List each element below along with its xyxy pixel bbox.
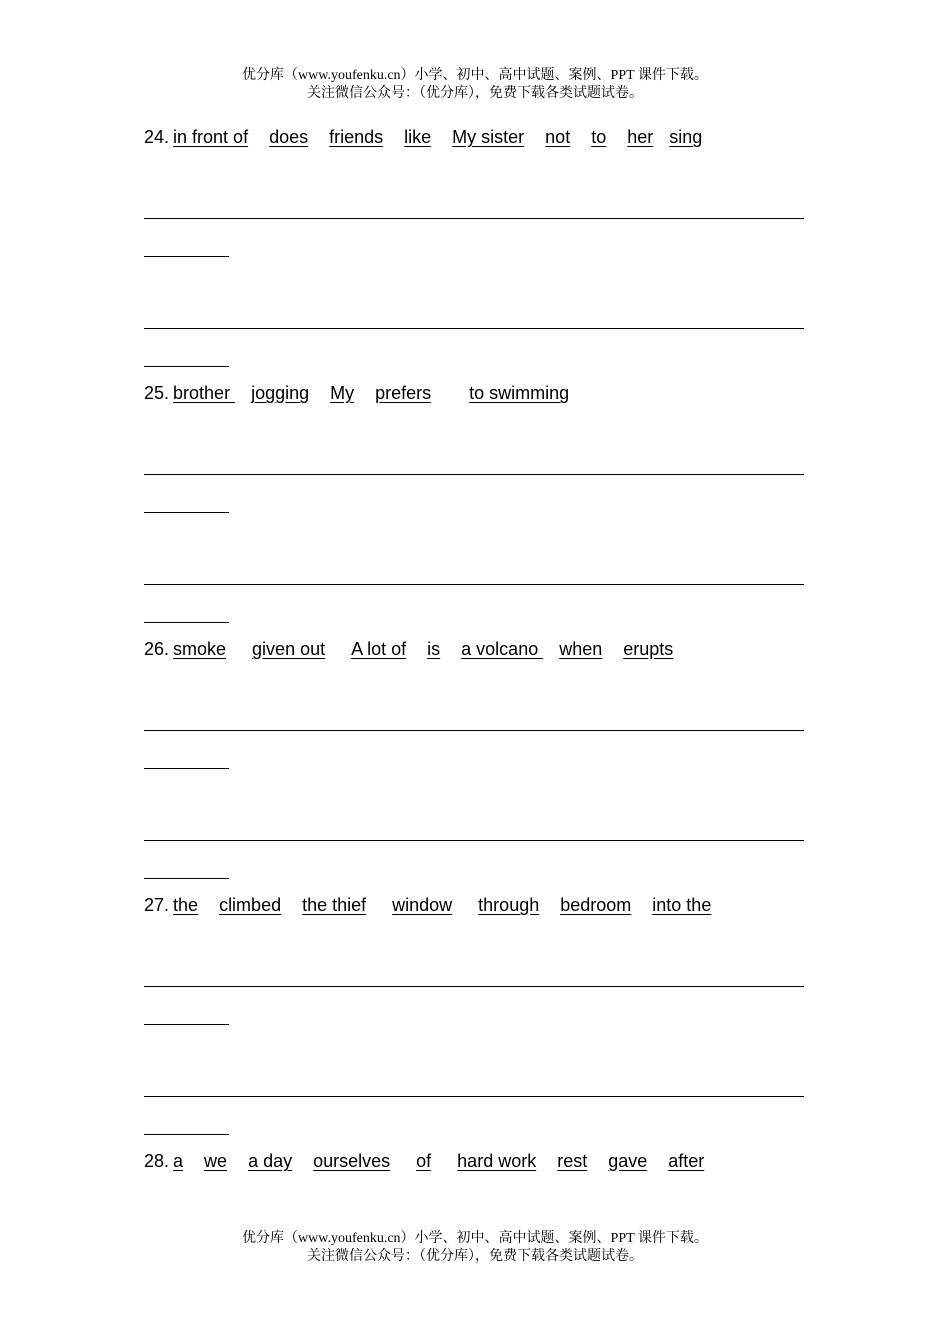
word-chip: into the — [652, 895, 712, 915]
word-chip: the thief — [302, 895, 367, 915]
answer-line — [144, 840, 804, 841]
word-chip: friends — [329, 127, 384, 147]
answer-line — [144, 986, 804, 987]
question-26 — [144, 638, 673, 660]
answer-line — [144, 1096, 804, 1097]
word-chip: smoke — [173, 639, 227, 659]
word-chip: after — [668, 1151, 705, 1171]
word-chip: hard work — [457, 1151, 537, 1171]
page-header — [0, 67, 950, 103]
answer-line-continuation — [144, 768, 229, 769]
word-chip: like — [404, 127, 432, 147]
word-chip: bedroom — [560, 895, 632, 915]
word-chip: ourselves — [313, 1151, 391, 1171]
footer-line-1: 优分库（www.youfenku.cn）小学、初中、高中试题、案例、PPT 课件下载。 — [242, 1231, 708, 1246]
header-line-1: 优分库（www.youfenku.cn）小学、初中、高中试题、案例、PPT 课件下载。 — [242, 68, 708, 83]
answer-line-continuation — [144, 256, 229, 257]
word-chip: a — [173, 1151, 184, 1171]
question-number: 28. — [144, 1151, 170, 1171]
answer-line — [144, 328, 804, 329]
question-24 — [144, 126, 702, 148]
page-footer — [0, 1230, 950, 1266]
word-chip: A lot of — [351, 639, 407, 659]
word-chip: we — [204, 1151, 228, 1171]
word-chip: erupts — [623, 639, 674, 659]
answer-line-continuation — [144, 512, 229, 513]
word-chip: sing — [669, 127, 703, 147]
word-chip: when — [559, 639, 603, 659]
word-chip: does — [269, 127, 309, 147]
word-chip: rest — [557, 1151, 588, 1171]
word-chip: the — [173, 895, 199, 915]
question-number: 27. — [144, 895, 170, 915]
answer-line-continuation — [144, 1024, 229, 1025]
question-number: 24. — [144, 127, 170, 147]
header-line-2: 关注微信公众号：（优分库），免费下载各类试题试卷。 — [307, 86, 643, 101]
word-chip: through — [478, 895, 540, 915]
question-number: 26. — [144, 639, 170, 659]
answer-line-continuation — [144, 366, 229, 367]
word-chip: climbed — [219, 895, 282, 915]
word-chip: a day — [248, 1151, 293, 1171]
answer-line — [144, 730, 804, 731]
word-chip: gave — [608, 1151, 648, 1171]
word-chip: to — [591, 127, 607, 147]
word-chip: of — [416, 1151, 432, 1171]
answer-line-continuation — [144, 878, 229, 879]
word-chip: her — [627, 127, 654, 147]
word-chip: My sister — [452, 127, 525, 147]
word-chip: to swimming — [469, 383, 570, 403]
word-chip: is — [427, 639, 441, 659]
word-chip: a volcano — [461, 639, 544, 659]
word-chip: given out — [252, 639, 326, 659]
question-25 — [144, 382, 569, 404]
word-chip: jogging — [251, 383, 310, 403]
answer-line — [144, 218, 804, 219]
word-chip: window — [392, 895, 453, 915]
answer-line-continuation — [144, 1134, 229, 1135]
answer-line — [144, 584, 804, 585]
footer-line-2: 关注微信公众号：（优分库），免费下载各类试题试卷。 — [307, 1249, 643, 1264]
answer-line-continuation — [144, 622, 229, 623]
question-number: 25. — [144, 383, 170, 403]
word-chip: brother — [173, 383, 236, 403]
word-chip: in front of — [173, 127, 249, 147]
answer-line — [144, 474, 804, 475]
question-27 — [144, 894, 711, 916]
word-chip: not — [545, 127, 571, 147]
question-28 — [144, 1150, 704, 1172]
word-chip: My — [330, 383, 355, 403]
word-chip: prefers — [375, 383, 432, 403]
